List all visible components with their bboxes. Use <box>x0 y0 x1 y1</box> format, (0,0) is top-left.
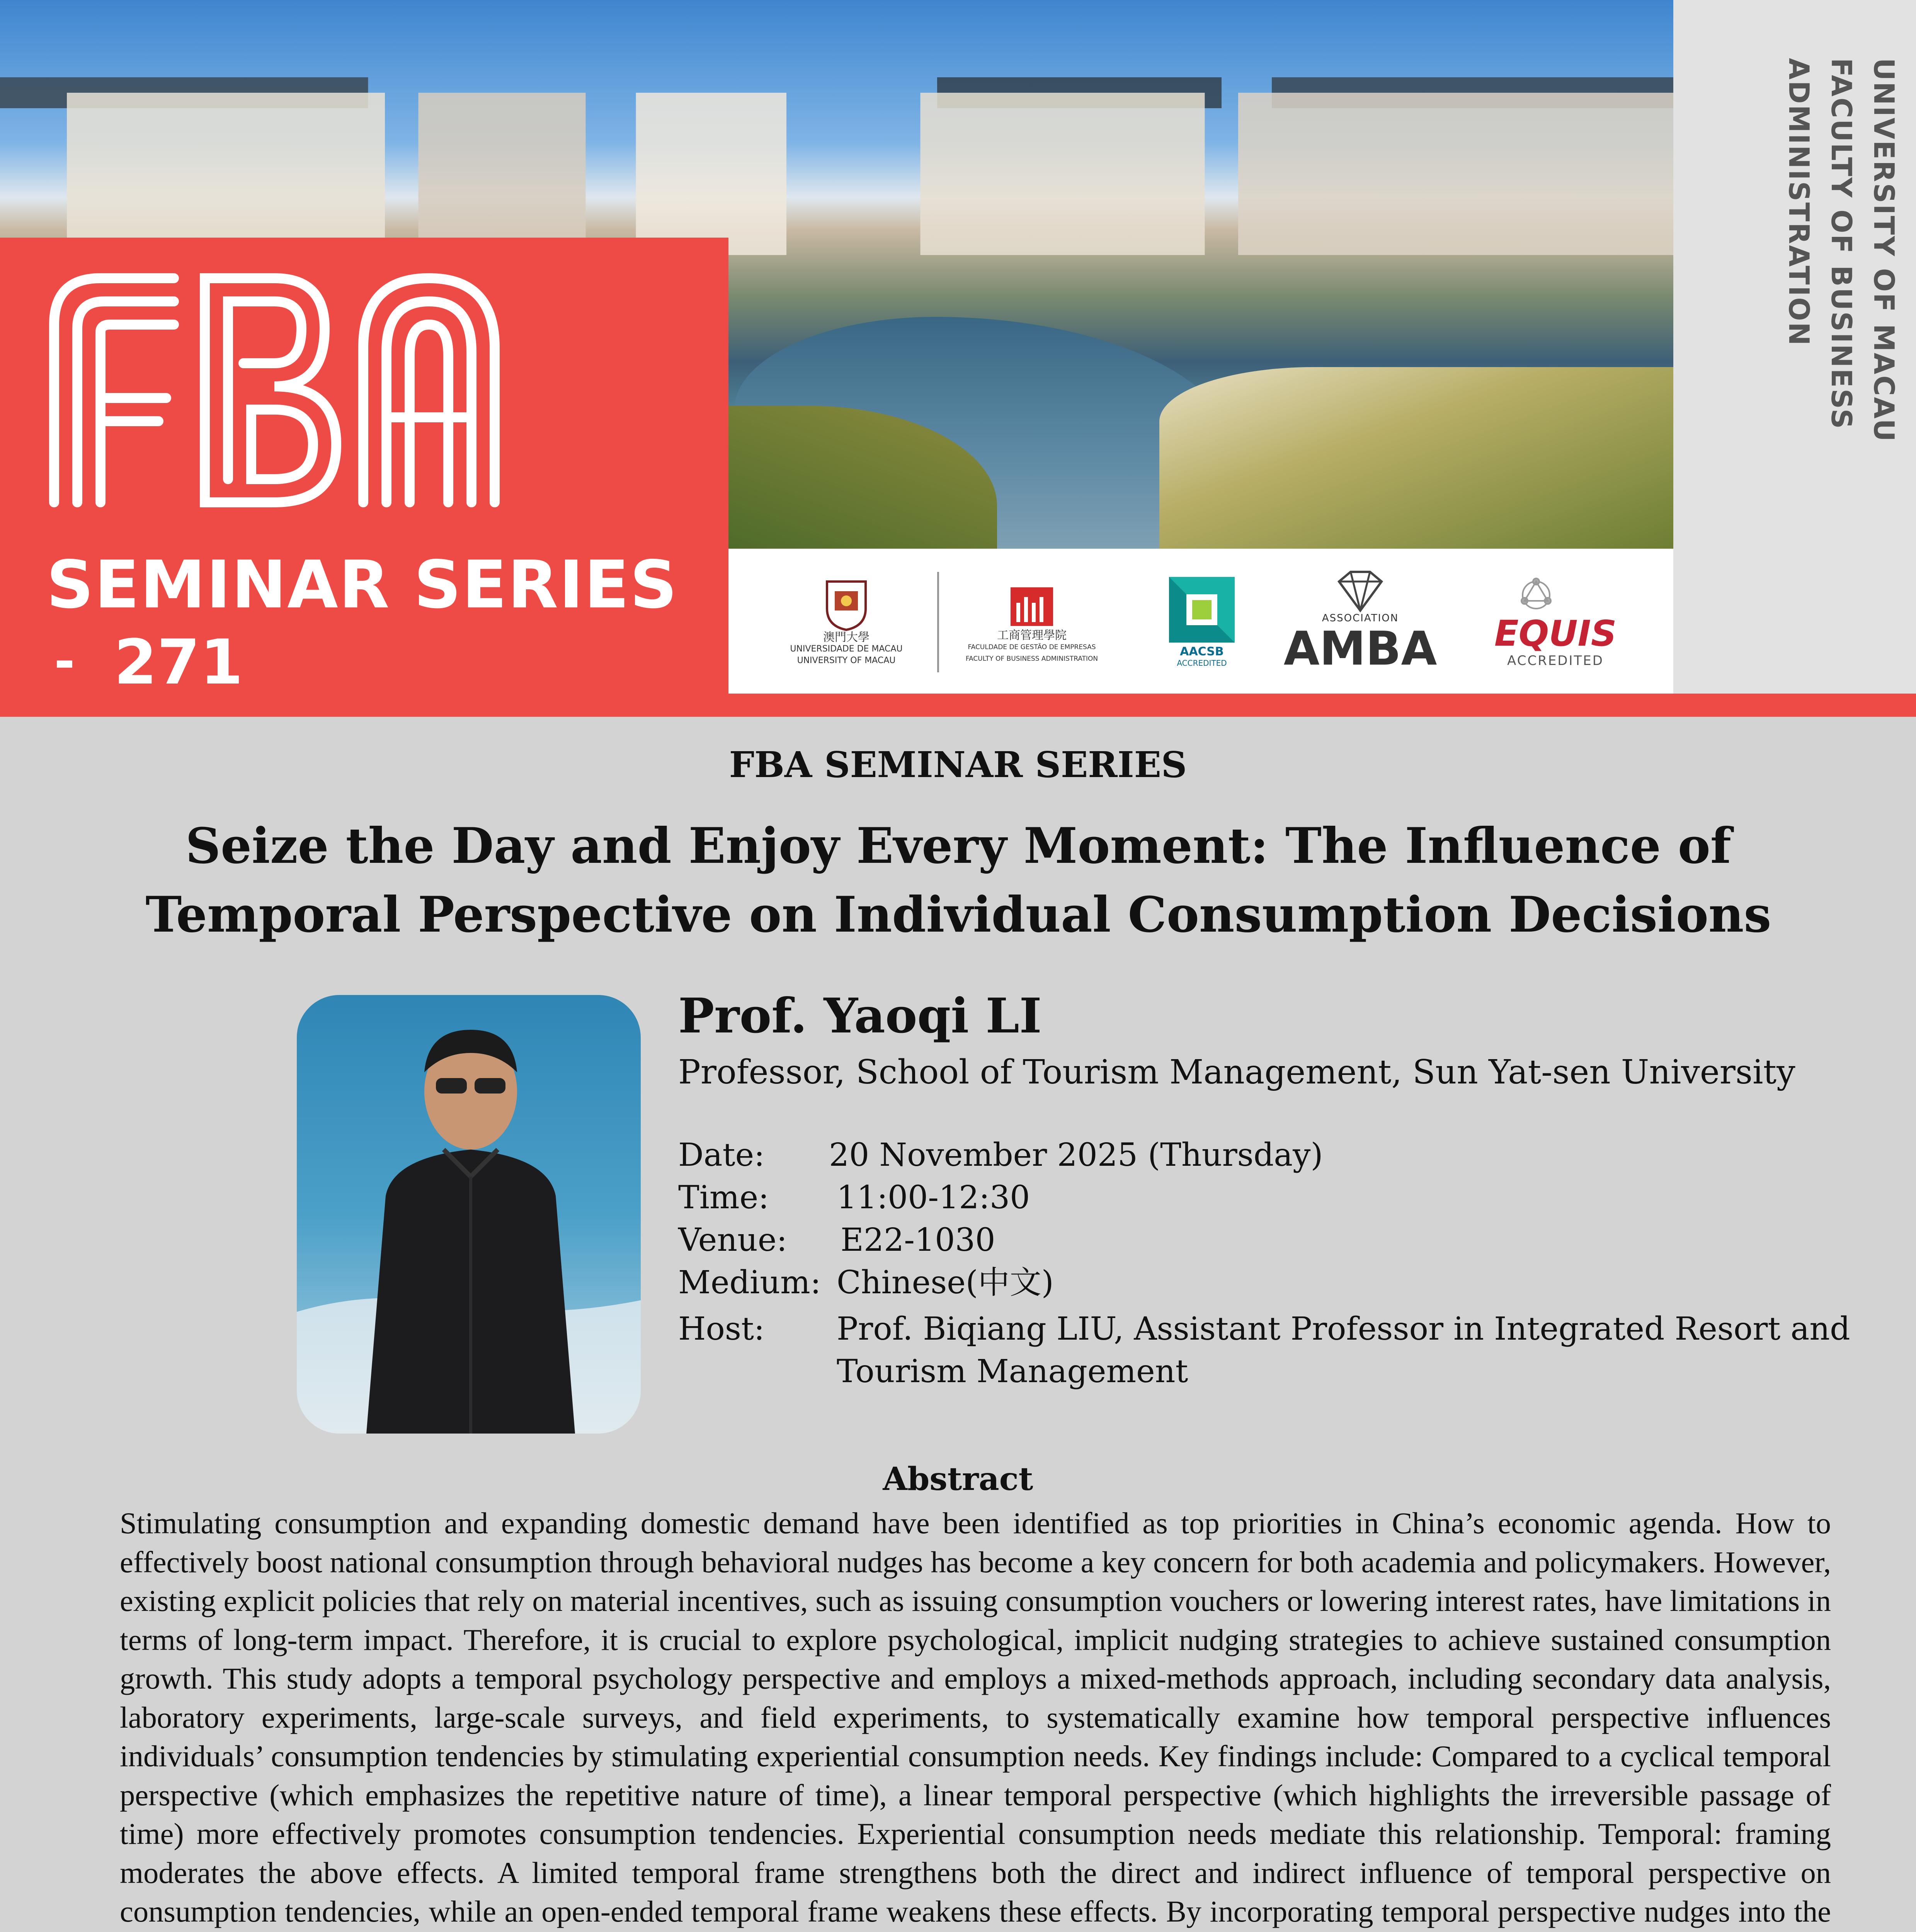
series-number: 271 <box>114 626 243 698</box>
abstract-text: Stimulating consumption and expanding domestic demand have been identified as top priorities in China’s economic agenda. How to effectively boost national consumption through behavioral nudges has become a key concern for both academia and policymakers. However, existing explicit policies that rely on material incentives, such as issuing consumption vouchers or lowering interest rates, have limitations in terms of long-term impact. Therefore, it is crucial to explore psychological, implicit nudging strategies to achieve sustained consumption growth. This study adopts a temporal psychology perspective and employs a mixed-methods approach, including secondary data analysis, laboratory experiments, large-scale surveys, and field experiments, to systematically examine how temporal perspective influences individuals’ consumption tendencies by stimulating experiential consumption needs. Key findings include: Compared to a cyclical temporal perspective (which emphasizes the repetitive nature of time), a linear temporal perspective (which highlights the irreversible passage of time) more effectively promotes consumption tendencies. Experiential consumption needs mediate this relationship. Temporal: framing moderates the above effects. A limited temporal frame strengthens both the direct and indirect influence of temporal perspective on consumption tendencies, while an open-ended temporal frame weakens these effects. By incorporating temporal perspective nudges into the <box>120 1506 1831 1928</box>
vertical-institution-text: UNIVERSITY OF MACAU FACULTY OF BUSINESS ADMINISTRATION <box>1783 58 1900 443</box>
header-banner <box>0 0 1916 717</box>
equis-logo: EQUIS ACCREDITED <box>1468 564 1642 680</box>
um-crest-icon <box>823 578 870 632</box>
um-logo: 澳門大學 UNIVERSIDADE DE MACAU UNIVERSITY OF MACAU <box>773 564 920 680</box>
aacsb-icon <box>1169 577 1235 643</box>
amba-diamond-icon <box>1331 570 1389 612</box>
series-label: SEMINAR SERIES <box>46 547 678 623</box>
seminar-title: Seize the Day and Enjoy Every Moment: The Influence of Temporal Perspective on Individual Consumption Decisions <box>145 817 1771 943</box>
abstract-heading: Abstract <box>883 1461 1033 1498</box>
equis-network-icon <box>1513 576 1598 614</box>
series-dash: - <box>54 632 75 690</box>
aacsb-logo: AACSB ACCREDITED <box>1144 564 1260 680</box>
detail-time: Time: 11:00-12:30 <box>678 1179 1030 1216</box>
seminar-kicker: FBA SEMINAR SERIES <box>729 744 1187 786</box>
fba-logo <box>43 270 506 510</box>
header-red-line <box>728 694 1916 717</box>
speaker-info-block <box>678 987 1876 1393</box>
detail-date: Date: 20 November 2025 (Thursday) <box>678 1137 1323 1173</box>
detail-host: Host: Prof. Biqiang LIU, Assistant Professor in Integrated Resort and Tourism Management <box>678 1311 1850 1390</box>
detail-venue: Venue: E22-1030 <box>678 1222 995 1259</box>
speaker-portrait <box>297 995 641 1434</box>
detail-medium: Medium: Chinese(中文) <box>678 1264 1054 1301</box>
fba-faculty-logo: 工商管理學院 FACULDADE DE GESTÃO DE EMPRESAS FACULTY OF BUSINESS ADMINISTRATION <box>958 564 1105 680</box>
speaker-affiliation: Professor, School of Tourism Management, Sun Yat-sen University <box>678 1053 1795 1092</box>
logo-divider <box>937 572 939 672</box>
speaker-photo-figure <box>297 995 641 1434</box>
fba-mark-icon <box>1003 580 1061 630</box>
speaker-name: Prof. Yaoqi LI <box>678 988 1042 1044</box>
amba-logo: ASSOCIATION AMBA <box>1283 564 1438 680</box>
